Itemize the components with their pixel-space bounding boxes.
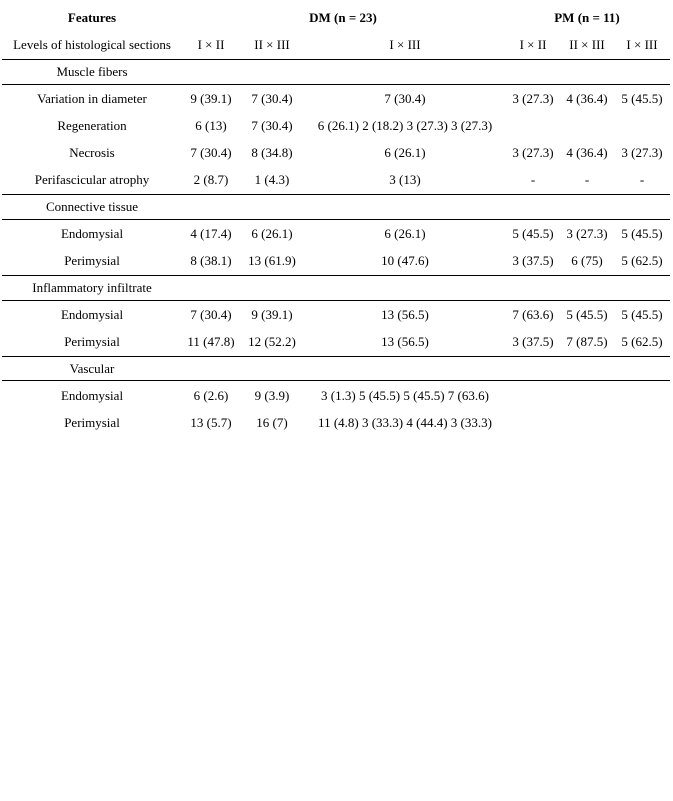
row-label: Regeneration — [57, 118, 127, 133]
cell-pm-3: 5 (45.5) — [621, 91, 663, 106]
cell-dm-1: 6 (13) — [195, 118, 227, 133]
cell-dm-3: 6 (26.1) 2 (18.2) 3 (27.3) 3 (27.3) — [317, 118, 493, 133]
header-dm-level-3: I × III — [389, 37, 421, 52]
header-levels-label: Levels of histological sections — [13, 37, 171, 52]
section-rule — [2, 194, 670, 195]
cell-pm-3: 5 (62.5) — [621, 253, 663, 268]
section-title-muscle-fibers: Muscle fibers — [56, 64, 128, 79]
section-rule — [2, 275, 670, 276]
cell-pm-2: 4 (36.4) — [566, 91, 608, 106]
cell-dm-2: 13 (61.9) — [248, 253, 296, 268]
row-label: Necrosis — [69, 145, 115, 160]
header-pm-level-1: I × II — [519, 37, 547, 52]
row-label: Perimysial — [64, 253, 120, 268]
cell-dm-2: 16 (7) — [256, 415, 288, 430]
section-rule — [2, 84, 670, 85]
section-rule — [2, 219, 670, 220]
cell-dm-1: 7 (30.4) — [190, 145, 232, 160]
header-features: Features — [67, 10, 117, 25]
header-dm-level-2: II × III — [254, 37, 290, 52]
cell-dm-1: 8 (38.1) — [190, 253, 232, 268]
cell-pm-2: - — [584, 172, 590, 187]
row-label: Endomysial — [60, 226, 124, 241]
cell-pm-2: 4 (36.4) — [566, 145, 608, 160]
section-rule — [2, 300, 670, 301]
section-title-inflammatory-infiltrate: Inflammatory infiltrate — [32, 280, 152, 295]
row-label: Perimysial — [64, 415, 120, 430]
cell-pm-3: 5 (45.5) — [621, 307, 663, 322]
cell-pm-1: 3 (37.5) — [512, 334, 554, 349]
header-pm-level-3: I × III — [626, 37, 658, 52]
header-pm-level-2: II × III — [569, 37, 605, 52]
cell-dm-1: 6 (2.6) — [193, 388, 229, 403]
cell-dm-2: 9 (3.9) — [254, 388, 290, 403]
cell-dm-3: 13 (56.5) — [381, 334, 429, 349]
cell-dm-3: 13 (56.5) — [381, 307, 429, 322]
cell-dm-2: 12 (52.2) — [248, 334, 296, 349]
row-label: Endomysial — [60, 388, 124, 403]
cell-pm-3: 5 (45.5) — [621, 226, 663, 241]
cell-dm-3: 7 (30.4) — [384, 91, 426, 106]
cell-pm-3: - — [639, 172, 645, 187]
cell-dm-2: 9 (39.1) — [251, 307, 293, 322]
header-dm-level-1: I × II — [197, 37, 225, 52]
header-pm-group: PM (n = 11) — [554, 10, 620, 25]
cell-dm-3: 3 (1.3) 5 (45.5) 5 (45.5) 7 (63.6) — [321, 388, 489, 403]
cell-pm-1: - — [530, 172, 536, 187]
section-title-vascular: Vascular — [69, 361, 115, 376]
cell-dm-2: 8 (34.8) — [251, 145, 293, 160]
cell-pm-2: 5 (45.5) — [566, 307, 608, 322]
row-label: Perimysial — [64, 334, 120, 349]
cell-dm-1: 7 (30.4) — [190, 307, 232, 322]
row-label: Variation in diameter — [37, 91, 147, 106]
cell-pm-2: 6 (75) — [571, 253, 603, 268]
cell-dm-3: 6 (26.1) — [384, 145, 426, 160]
cell-pm-2: 3 (27.3) — [566, 226, 608, 241]
cell-dm-2: 6 (26.1) — [251, 226, 293, 241]
section-rule — [2, 356, 670, 357]
row-label: Endomysial — [60, 307, 124, 322]
cell-dm-3: 6 (26.1) — [384, 226, 426, 241]
cell-pm-3: 3 (27.3) — [621, 145, 663, 160]
cell-dm-2: 7 (30.4) — [251, 118, 293, 133]
cell-pm-3: 5 (62.5) — [621, 334, 663, 349]
cell-pm-1: 3 (27.3) — [512, 91, 554, 106]
cell-pm-1: 5 (45.5) — [512, 226, 554, 241]
cell-pm-2: 7 (87.5) — [566, 334, 608, 349]
cell-pm-1: 3 (27.3) — [512, 145, 554, 160]
cell-dm-1: 4 (17.4) — [190, 226, 232, 241]
cell-dm-2: 1 (4.3) — [254, 172, 290, 187]
header-rule — [2, 59, 670, 60]
cell-dm-3: 3 (13) — [389, 172, 421, 187]
cell-dm-1: 9 (39.1) — [190, 91, 232, 106]
cell-pm-1: 7 (63.6) — [512, 307, 554, 322]
cell-dm-1: 13 (5.7) — [190, 415, 232, 430]
row-label: Perifascicular atrophy — [34, 172, 150, 187]
cell-dm-3: 11 (4.8) 3 (33.3) 4 (44.4) 3 (33.3) — [318, 415, 492, 430]
cell-dm-1: 2 (8.7) — [193, 172, 229, 187]
cell-pm-1: 3 (37.5) — [512, 253, 554, 268]
header-dm-group: DM (n = 23) — [309, 10, 377, 25]
section-rule — [2, 380, 670, 381]
cell-dm-2: 7 (30.4) — [251, 91, 293, 106]
cell-dm-3: 10 (47.6) — [381, 253, 429, 268]
cell-dm-1: 11 (47.8) — [187, 334, 235, 349]
section-title-connective-tissue: Connective tissue — [45, 199, 139, 214]
